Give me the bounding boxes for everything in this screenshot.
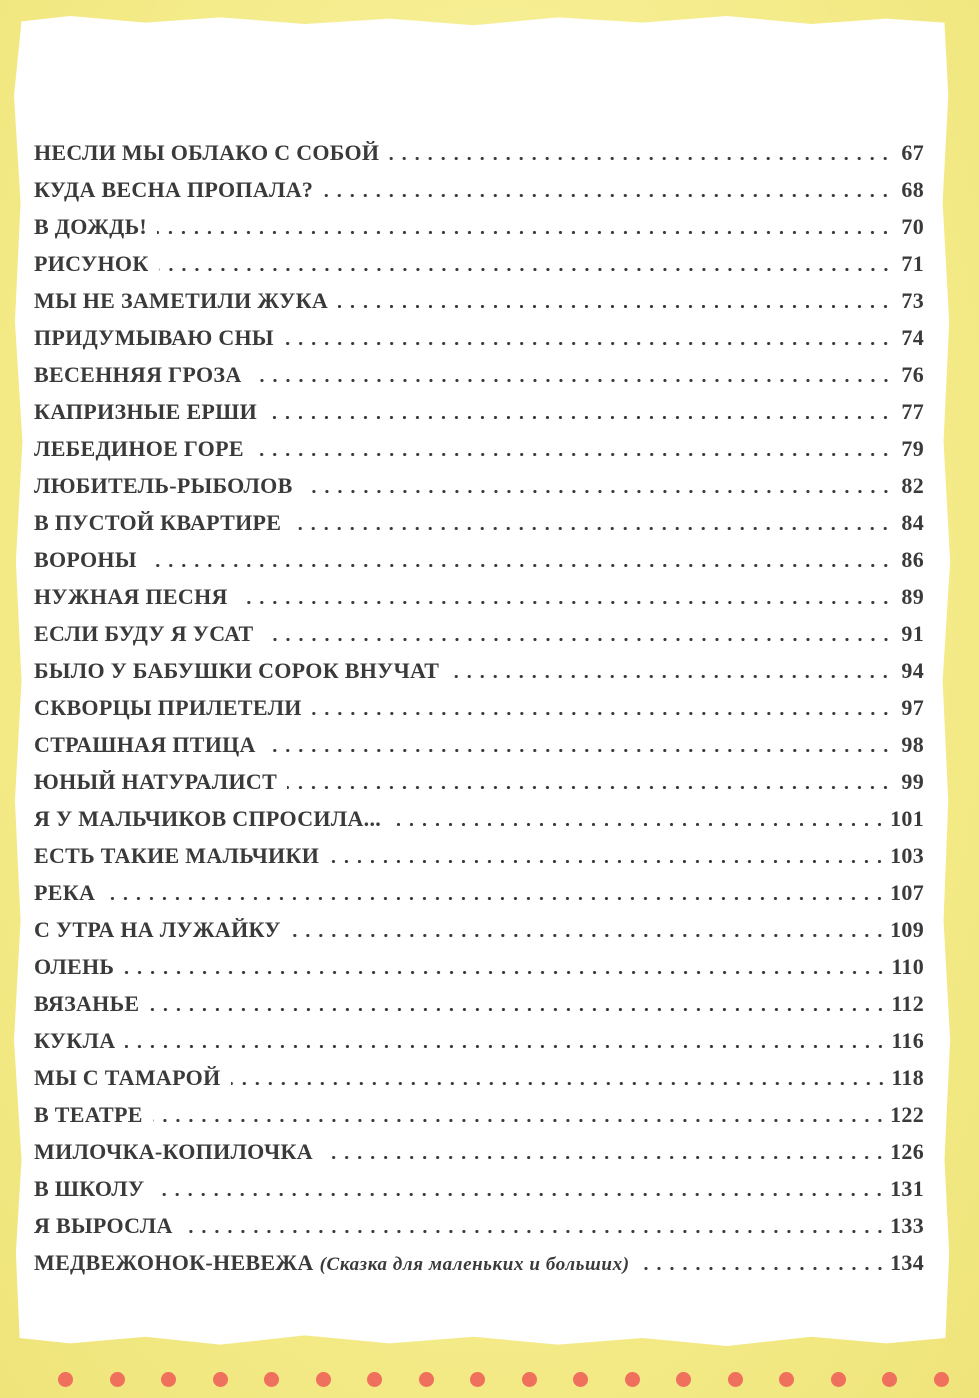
toc-entry-page-number: 68: [901, 177, 924, 202]
toc-entry-title: БЫЛО У БАБУШКИ СОРОК ВНУЧАТ: [34, 658, 440, 683]
dot-leader: [153, 1119, 886, 1122]
toc-entry: [34, 1244, 924, 1281]
toc-entry: [34, 245, 924, 282]
decorative-dot: [367, 1372, 382, 1387]
toc-entry: [34, 467, 924, 504]
toc-entry: [34, 837, 924, 874]
toc-entry-title: НЕСЛИ МЫ ОБЛАКО С СОБОЙ: [34, 140, 380, 165]
toc-entry: [34, 763, 924, 800]
toc-entry: [34, 948, 924, 985]
toc-entry: [34, 504, 924, 541]
toc-entry: [34, 874, 924, 911]
dot-leader: [147, 564, 892, 567]
decorative-dot: [213, 1372, 228, 1387]
dot-leader: [124, 971, 887, 974]
toc-entry-page-number: 116: [891, 1028, 924, 1053]
decorative-dot: [728, 1372, 743, 1387]
toc-entry-title: ЛЮБИТЕЛЬ-РЫБОЛОВ: [34, 473, 293, 498]
dot-leader: [287, 786, 892, 789]
decorative-dot-border: [0, 1372, 979, 1392]
toc-entry: [34, 171, 924, 208]
toc-entry-page-number: 133: [890, 1213, 924, 1238]
decorative-dot: [419, 1372, 434, 1387]
toc-entry: [34, 1207, 924, 1244]
toc-entry-page-number: 86: [901, 547, 924, 572]
toc-entry-page-number: 67: [901, 140, 924, 165]
toc-entry-page-number: 103: [890, 843, 924, 868]
toc-entry-page-number: 73: [901, 288, 924, 313]
toc-entry: [34, 1133, 924, 1170]
toc-entry: [34, 282, 924, 319]
dot-leader: [389, 157, 892, 160]
toc-entry-page-number: 79: [901, 436, 924, 461]
dot-leader: [284, 342, 892, 345]
dot-leader: [238, 601, 892, 604]
toc-entry: [34, 652, 924, 689]
decorative-dot: [625, 1372, 640, 1387]
toc-entry-title: В ДОЖДЬ!: [34, 214, 148, 239]
toc-entry-page-number: 122: [890, 1102, 924, 1127]
dot-leader: [449, 675, 892, 678]
toc-entry-title: СКВОРЦЫ ПРИЛЕТЕЛИ: [34, 695, 302, 720]
dot-leader: [267, 416, 892, 419]
toc-entry-page-number: 82: [901, 473, 924, 498]
toc-entry: [34, 541, 924, 578]
toc-entry: [34, 578, 924, 615]
toc-entry: [34, 356, 924, 393]
dot-leader: [231, 1082, 888, 1085]
toc-entry-title: ВЕСЕННЯЯ ГРОЗА: [34, 362, 242, 387]
toc-entry-page-number: 76: [901, 362, 924, 387]
toc-entry: [34, 430, 924, 467]
decorative-dot: [522, 1372, 537, 1387]
decorative-dot: [573, 1372, 588, 1387]
toc-entry: [34, 1170, 924, 1207]
decorative-dot: [316, 1372, 331, 1387]
toc-entry-page-number: 98: [901, 732, 924, 757]
dot-leader: [312, 712, 892, 715]
decorative-dot: [161, 1372, 176, 1387]
toc-entry-title: МЕДВЕЖОНОК-НЕВЕЖА: [34, 1250, 314, 1275]
toc-entry-page-number: 94: [901, 658, 924, 683]
toc-entry-page-number: 74: [901, 325, 924, 350]
toc-entry: [34, 319, 924, 356]
toc-entry-page-number: 71: [901, 251, 924, 276]
dot-leader: [183, 1230, 886, 1233]
dot-leader: [125, 1045, 887, 1048]
toc-entry-title: В ТЕАТРЕ: [34, 1102, 143, 1127]
dot-leader: [640, 1267, 886, 1270]
toc-entry-page-number: 110: [891, 954, 924, 979]
toc-entry-title: СТРАШНАЯ ПТИЦА: [34, 732, 256, 757]
toc-entry-title: ЮНЫЙ НАТУРАЛИСТ: [34, 769, 278, 794]
toc-entry: [34, 393, 924, 430]
toc-entry-title: КУДА ВЕСНА ПРОПАЛА?: [34, 177, 314, 202]
toc-entry: [34, 134, 924, 171]
toc-entry-title: В ПУСТОЙ КВАРТИРЕ: [34, 510, 282, 535]
dot-leader: [159, 268, 892, 271]
toc-entry-page-number: 112: [891, 991, 924, 1016]
toc-entry-page-number: 91: [901, 621, 924, 646]
toc-entry-page-number: 101: [890, 806, 924, 831]
toc-entry-subtitle: (Сказка для маленьких и больших): [319, 1254, 630, 1275]
dot-leader: [329, 860, 886, 863]
toc-entry-title: МЫ С ТАМАРОЙ: [34, 1065, 221, 1090]
toc-entry-page-number: 126: [890, 1139, 924, 1164]
decorative-dot: [934, 1372, 949, 1387]
toc-entry-title: НУЖНАЯ ПЕСНЯ: [34, 584, 228, 609]
toc-entry: [34, 689, 924, 726]
toc-entry: [34, 911, 924, 948]
decorative-dot: [264, 1372, 279, 1387]
toc-entry: [34, 1059, 924, 1096]
toc-entry: [34, 726, 924, 763]
toc-entry-title: ЕСТЬ ТАКИЕ МАЛЬЧИКИ: [34, 843, 320, 868]
toc-entry-page-number: 118: [891, 1065, 924, 1090]
toc-entry-title: РЕКА: [34, 880, 96, 905]
toc-entry-title: ВЯЗАНЬЕ: [34, 991, 140, 1016]
decorative-dot: [676, 1372, 691, 1387]
toc-entry-page-number: 131: [890, 1176, 924, 1201]
toc-entry-title: МИЛОЧКА-КОПИЛОЧКА: [34, 1139, 313, 1164]
toc-entry-page-number: 89: [901, 584, 924, 609]
toc-entry-page-number: 84: [901, 510, 924, 535]
dot-leader: [154, 1193, 886, 1196]
toc-entry: [34, 208, 924, 245]
toc-entry-title: ПРИДУМЫВАЮ СНЫ: [34, 325, 274, 350]
toc-entry-page-number: 97: [901, 695, 924, 720]
toc-entry-title: МЫ НЕ ЗАМЕТИЛИ ЖУКА: [34, 288, 329, 313]
dot-leader: [264, 638, 892, 641]
toc-entry-title: КАПРИЗНЫЕ ЕРШИ: [34, 399, 258, 424]
toc-entry-title: КУКЛА: [34, 1028, 116, 1053]
toc-entry: [34, 985, 924, 1022]
dot-leader: [391, 823, 886, 826]
decorative-dot: [779, 1372, 794, 1387]
decorative-dot: [470, 1372, 485, 1387]
toc-entry-title: ОЛЕНЬ: [34, 954, 115, 979]
toc-entry: [34, 800, 924, 837]
toc-entry-page-number: 99: [901, 769, 924, 794]
toc-entry-title: ВОРОНЫ: [34, 547, 137, 572]
toc-entry-page-number: 107: [890, 880, 924, 905]
toc-entry-title: Я ВЫРОСЛА: [34, 1213, 173, 1238]
dot-leader: [323, 194, 892, 197]
toc-entry-title: С УТРА НА ЛУЖАЙКУ: [34, 917, 281, 942]
dot-leader: [157, 231, 892, 234]
dot-leader: [323, 1156, 886, 1159]
toc-entry-title: ЛЕБЕДИНОЕ ГОРЕ: [34, 436, 244, 461]
toc-entry: [34, 1096, 924, 1133]
toc-entry-page-number: 77: [901, 399, 924, 424]
dot-leader: [303, 490, 892, 493]
table-of-contents: [34, 134, 924, 1281]
decorative-dot: [58, 1372, 73, 1387]
toc-entry-page-number: 70: [901, 214, 924, 239]
dot-leader: [266, 749, 892, 752]
toc-entry: [34, 615, 924, 652]
toc-entry-page-number: 109: [890, 917, 924, 942]
decorative-dot: [831, 1372, 846, 1387]
toc-entry-title: Я У МАЛЬЧИКОВ СПРОСИЛА...: [34, 806, 382, 831]
toc-entry: [34, 1022, 924, 1059]
toc-entry-title: РИСУНОК: [34, 251, 149, 276]
dot-leader: [291, 934, 886, 937]
decorative-dot: [110, 1372, 125, 1387]
toc-entry-page-number: 134: [890, 1250, 924, 1275]
dot-leader: [105, 897, 886, 900]
dot-leader: [254, 453, 892, 456]
toc-entry-title: В ШКОЛУ: [34, 1176, 145, 1201]
dot-leader: [252, 379, 892, 382]
decorative-dot: [882, 1372, 897, 1387]
dot-leader: [291, 527, 892, 530]
dot-leader: [338, 305, 892, 308]
dot-leader: [149, 1008, 887, 1011]
toc-entry-title: ЕСЛИ БУДУ Я УСАТ: [34, 621, 254, 646]
